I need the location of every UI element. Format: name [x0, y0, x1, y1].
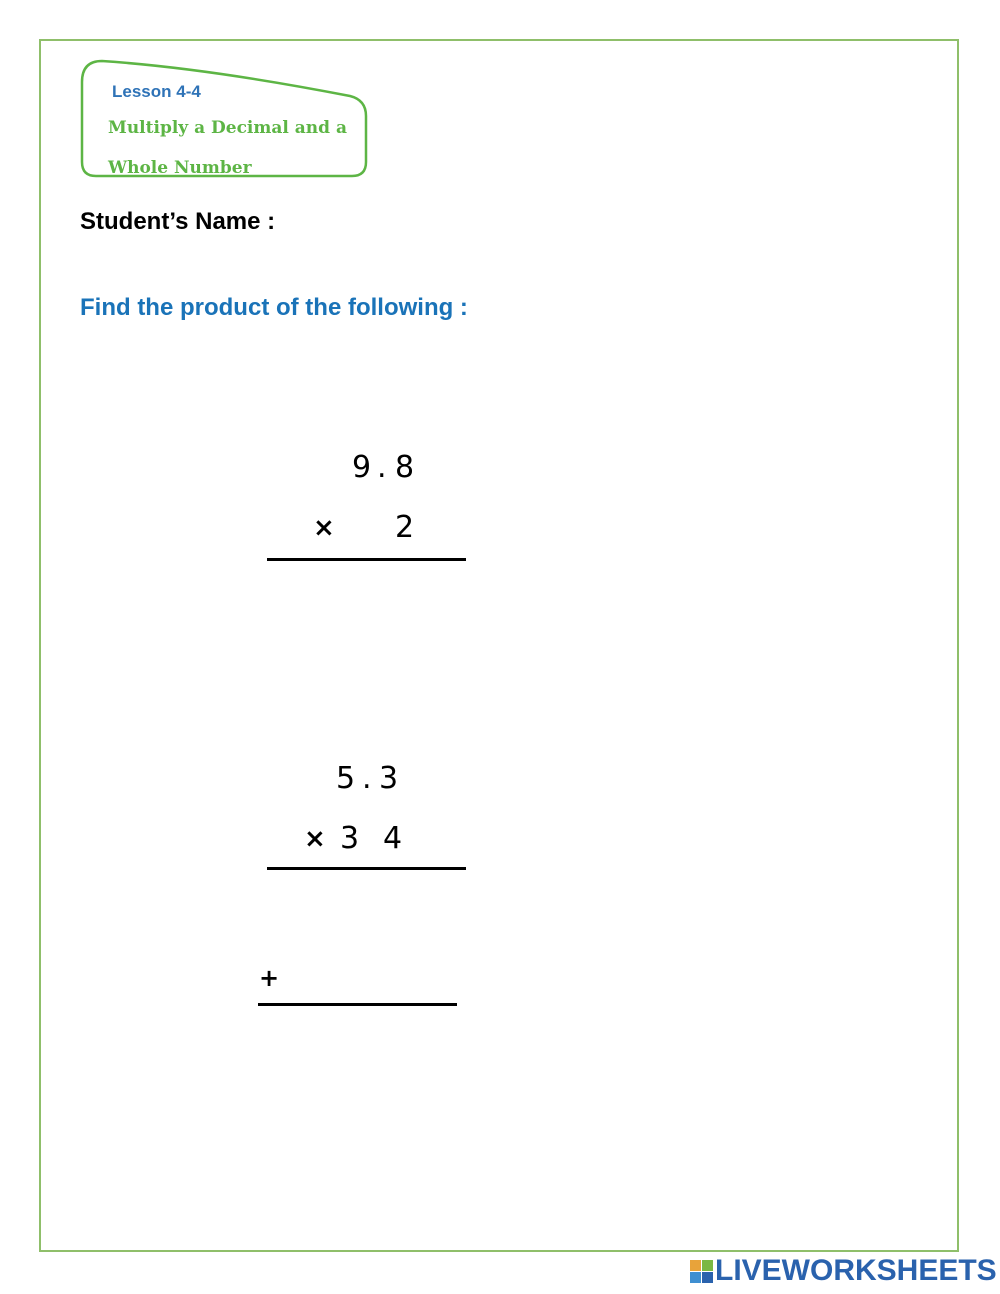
instruction-text: Find the product of the following :: [80, 294, 468, 321]
problem-2-plus-sign: +: [259, 964, 280, 992]
brand-mark-icon: [690, 1260, 713, 1283]
problem-1-bottom-digit-1: 2: [395, 510, 415, 545]
lesson-title: Multiply a Decimal and a Whole Number: [108, 118, 347, 178]
problem-2-top-digit-1: 5: [336, 761, 356, 796]
brand-logo: [690, 1254, 997, 1288]
problem-2-decimal-point: .: [362, 761, 372, 796]
problem-1-multiply-sign: ×: [313, 513, 335, 543]
problem-2-bottom-digit-2: 4: [383, 821, 403, 856]
lesson-label: Lesson 4-4: [112, 82, 201, 101]
problem-1-decimal-point: .: [377, 450, 387, 485]
student-name-label: Student’s Name :: [80, 208, 276, 235]
problem-2-multiply-sign: ×: [304, 824, 326, 854]
problem-2-bottom-digit-1: 3: [340, 821, 360, 856]
problem-1-answer-line: [267, 558, 466, 561]
problem-2-top-digit-2: 3: [379, 761, 399, 796]
problem-1-top-digit-1: 9: [352, 450, 372, 485]
brand-name: LIVEWORKSHEETS: [715, 1254, 997, 1287]
problem-1-top-digit-2: 8: [395, 450, 415, 485]
problem-2-sum-line: [258, 1003, 457, 1006]
problem-2-answer-line: [267, 867, 466, 870]
